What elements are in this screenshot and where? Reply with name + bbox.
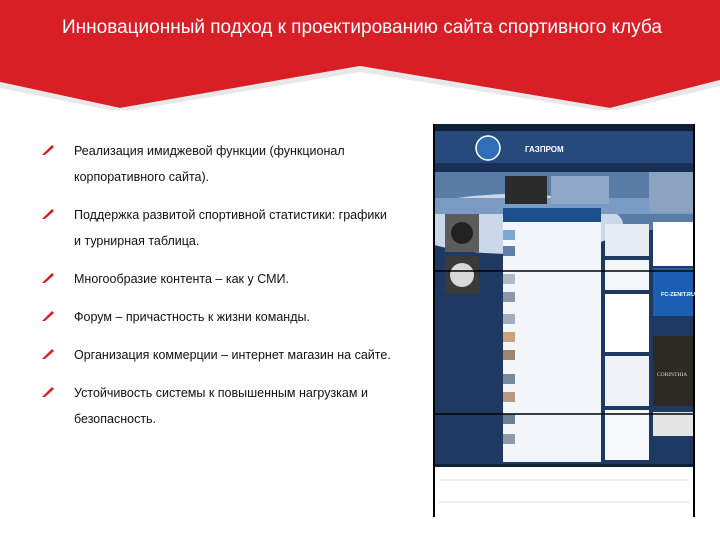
bullet-item	[42, 266, 397, 292]
bullet-text: Форум – причастность к жизни команды.	[74, 310, 310, 324]
logo-text: ГАЗПРОМ	[525, 145, 564, 154]
bullet-mark-icon	[42, 273, 54, 283]
bullet-mark-icon	[42, 349, 54, 359]
bullet-mark-icon	[42, 209, 54, 219]
bullet-item	[42, 380, 397, 432]
bullet-item	[42, 202, 397, 254]
bullet-mark-icon	[42, 311, 54, 321]
bullet-mark-icon	[42, 145, 54, 155]
banner-text: FC-ZENIT.RU	[661, 292, 695, 298]
bullet-item	[42, 342, 397, 368]
bullet-list	[42, 138, 397, 432]
bullet-text: Поддержка развитой спортивной статистики: графики и турнирная таблица.	[74, 208, 387, 248]
bullet-item	[42, 138, 397, 190]
bullet-item	[42, 304, 397, 330]
bullet-text: Многообразие контента – как у СМИ.	[74, 272, 289, 286]
ad-text: CORINTHIA	[657, 372, 688, 378]
bullet-mark-icon	[42, 387, 54, 397]
bullet-text: Организация коммерции – интернет магазин на сайте.	[74, 348, 391, 362]
bullet-text: Устойчивость системы к повышенным нагрузкам и безопасность.	[74, 386, 368, 426]
bullet-text: Реализация имиджевой функции (функционал корпоративного сайта).	[74, 144, 345, 184]
website-screenshot	[433, 124, 695, 517]
slide-title: Инновационный подход к проектированию сайта спортивного клуба	[62, 17, 662, 38]
